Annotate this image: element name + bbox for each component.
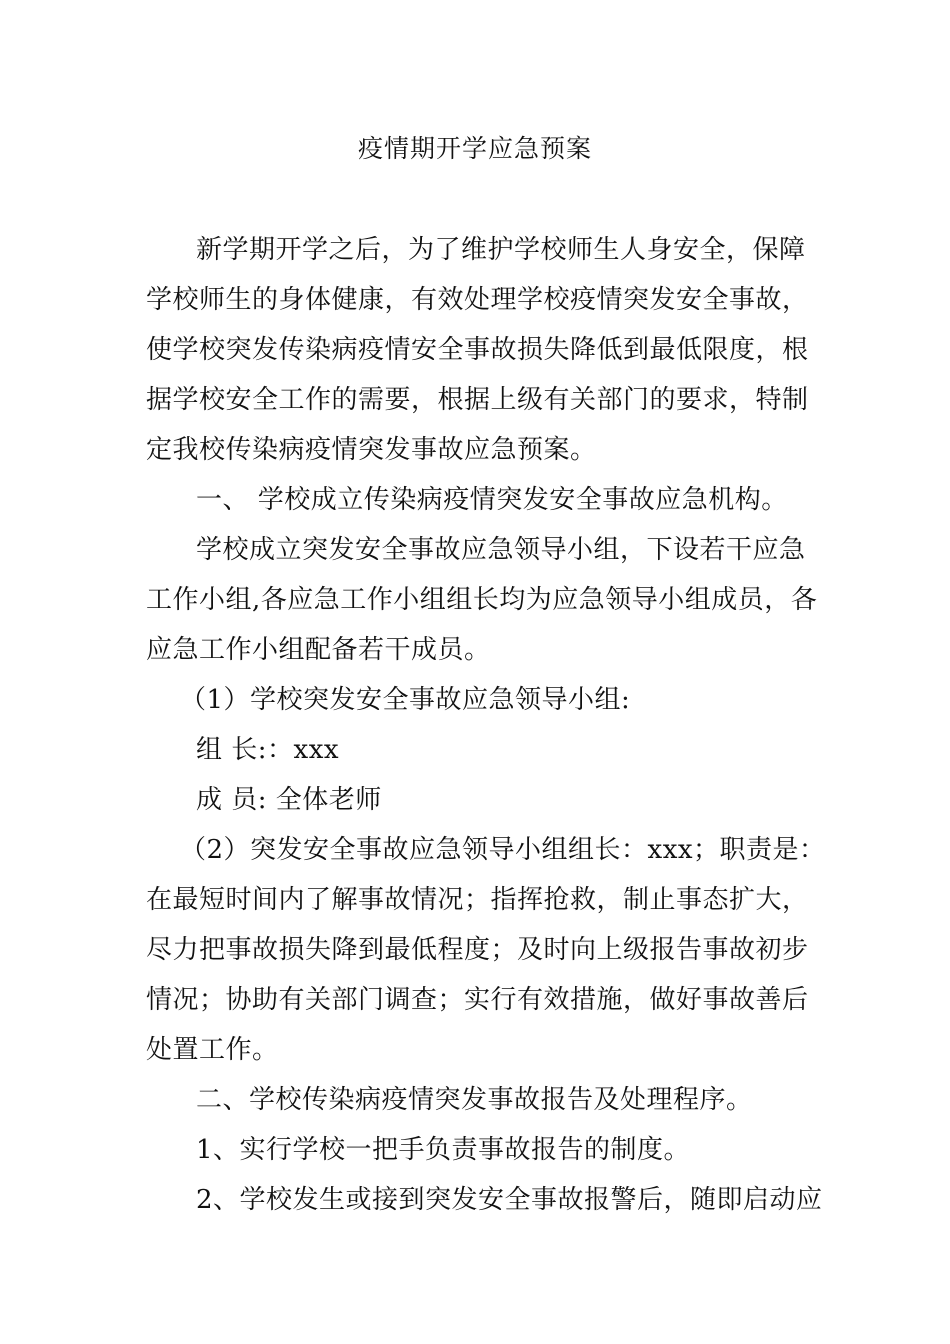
section-heading: 一、 学校成立传染病疫情突发安全事故应急机构。 <box>196 485 788 515</box>
paragraph-line: 处置工作。 <box>146 1035 279 1065</box>
paragraph-line: 工作小组,各应急工作小组组长均为应急领导小组成员，各 <box>146 585 818 615</box>
section-heading: 二、学校传染病疫情突发事故报告及处理程序。 <box>196 1085 753 1115</box>
list-item: 2、学校发生或接到突发安全事故报警后，随即启动应 <box>196 1185 823 1215</box>
subsection-heading: （2）突发安全事故应急领导小组组长：xxx；职责是： <box>180 835 826 865</box>
members-line: 成 员: 全体老师 <box>196 785 382 815</box>
document-title: 疫情期开学应急预案 <box>357 134 592 163</box>
paragraph-line: 定我校传染病疫情突发事故应急预案。 <box>146 435 597 465</box>
paragraph-line: 使学校突发传染病疫情安全事故损失降低到最低限度，根 <box>146 335 809 365</box>
paragraph-line: 学校师生的身体健康，有效处理学校疫情突发安全事故， <box>146 285 809 315</box>
paragraph-line: 尽力把事故损失降到最低程度；及时向上级报告事故初步 <box>146 935 809 965</box>
paragraph-line: 据学校安全工作的需要，根据上级有关部门的要求，特制 <box>146 385 809 415</box>
paragraph-line: 应急工作小组配备若干成员。 <box>146 635 491 665</box>
subsection-heading: （1）学校突发安全事故应急领导小组: <box>180 685 631 715</box>
paragraph-line: 在最短时间内了解事故情况；指挥抢救，制止事态扩大， <box>146 885 809 915</box>
list-item: 1、实行学校一把手负责事故报告的制度。 <box>196 1135 691 1165</box>
paragraph-line: 学校成立突发安全事故应急领导小组，下设若干应急 <box>196 535 806 565</box>
paragraph-line: 新学期开学之后，为了维护学校师生人身安全，保障 <box>196 235 806 265</box>
leader-line: 组 长:：xxx <box>196 735 340 765</box>
paragraph-line: 情况；协助有关部门调查；实行有效措施，做好事故善后 <box>146 985 809 1015</box>
